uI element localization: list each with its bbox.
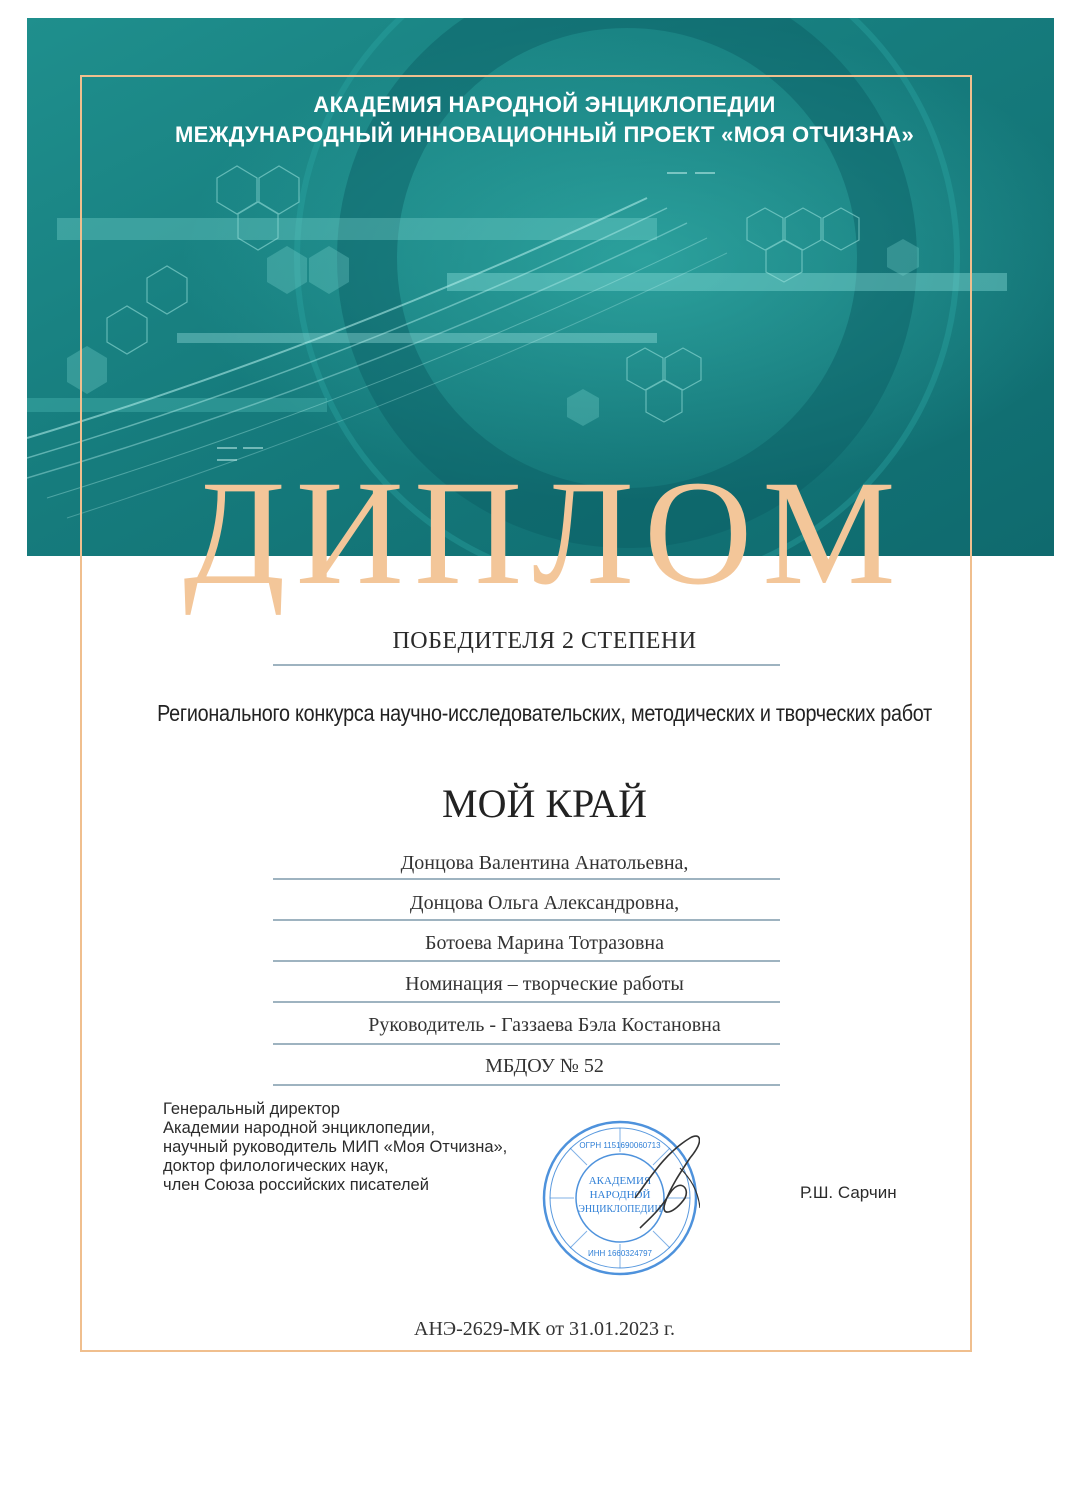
divider bbox=[273, 1001, 780, 1003]
signatory-line: доктор филологических наук, bbox=[163, 1157, 389, 1175]
contest-name: Регионального конкурса научно-исследовательских, методических и творческих работ bbox=[157, 700, 932, 726]
organization: МБДОУ № 52 bbox=[485, 1055, 604, 1077]
divider bbox=[273, 664, 780, 666]
document-number: АНЭ-2629-МК от 31.01.2023 г. bbox=[414, 1318, 675, 1340]
supervisor: Руководитель - Газзаева Бэла Костановна bbox=[368, 1014, 721, 1036]
participant-3: Ботоева Марина Тотразовна bbox=[425, 932, 664, 954]
nomination: Номинация – творческие работы bbox=[405, 973, 684, 995]
stamp-text: ОГРН 1151690060713 bbox=[579, 1141, 661, 1150]
participant-1: Донцова Валентина Анатольевна, bbox=[400, 852, 689, 874]
signatory-line: научный руководитель МИП «Моя Отчизна», bbox=[163, 1138, 508, 1156]
diploma-title: ДИПЛОМ bbox=[183, 450, 906, 616]
stamp-text: НАРОДНОЙ bbox=[589, 1189, 651, 1201]
signatory-line: Академии народной энциклопедии, bbox=[163, 1119, 435, 1137]
award-degree: ПОБЕДИТЕЛЯ 2 СТЕПЕНИ bbox=[392, 628, 697, 654]
stamp-text: АКАДЕМИЯ bbox=[588, 1175, 652, 1187]
official-stamp bbox=[540, 1118, 700, 1278]
header-line-1: АКАДЕМИЯ НАРОДНОЙ ЭНЦИКЛОПЕДИИ bbox=[313, 92, 776, 117]
signatory-block bbox=[163, 1100, 507, 1195]
participant-2: Донцова Ольга Александровна, bbox=[409, 892, 680, 914]
signatory-name: Р.Ш. Сарчин bbox=[800, 1183, 897, 1202]
divider bbox=[273, 919, 780, 921]
work-title: МОЙ КРАЙ bbox=[442, 781, 647, 826]
signatory-line: Генеральный директор bbox=[163, 1100, 340, 1118]
signatory-line: член Союза российских писателей bbox=[163, 1176, 429, 1194]
header-line-2: МЕЖДУНАРОДНЫЙ ИННОВАЦИОННЫЙ ПРОЕКТ «МОЯ ОТЧИЗНА» bbox=[175, 122, 914, 147]
stamp-seal bbox=[540, 1118, 700, 1278]
divider bbox=[273, 1043, 780, 1045]
divider bbox=[273, 878, 780, 880]
divider bbox=[273, 1084, 780, 1086]
divider bbox=[273, 960, 780, 962]
stamp-text: ИНН 1660324797 bbox=[587, 1249, 653, 1258]
stamp-text: ЭНЦИКЛОПЕДИИ bbox=[578, 1204, 662, 1215]
